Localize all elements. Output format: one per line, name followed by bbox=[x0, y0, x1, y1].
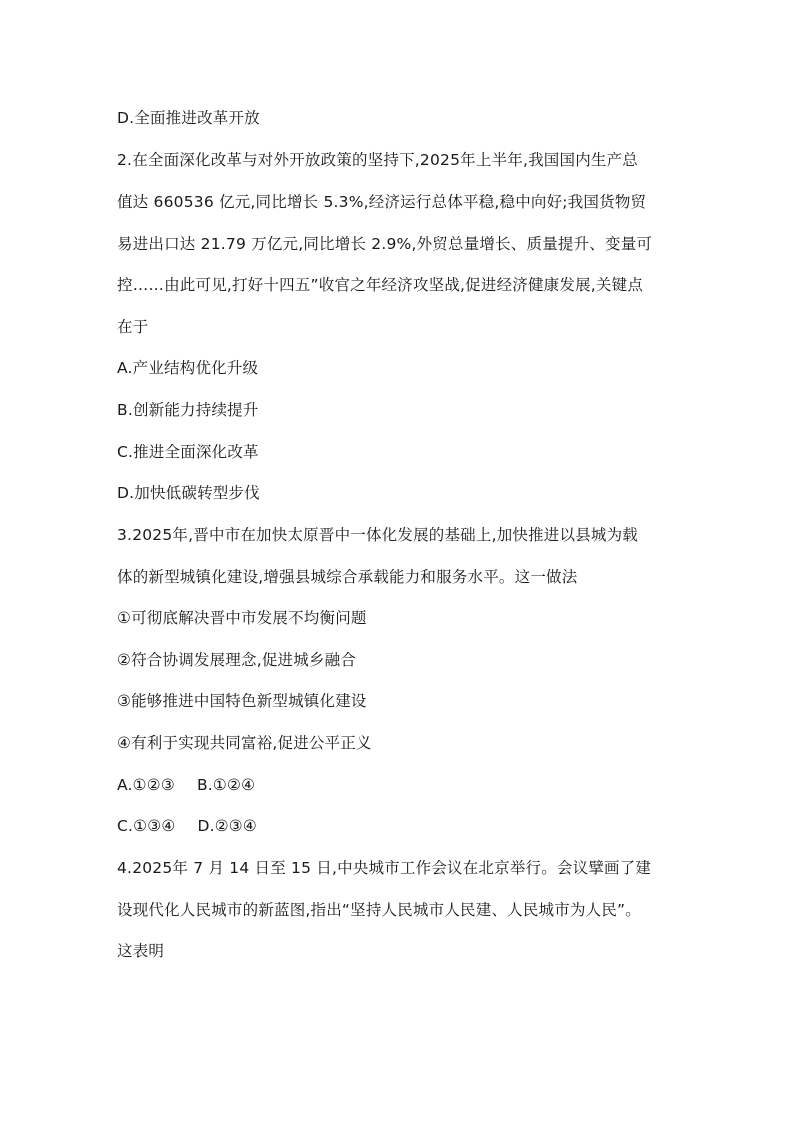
q2-stem-line-1: 2.在全面深化改革与对外开放政策的坚持下,2025年上半年,我国国内生产总 bbox=[117, 151, 638, 169]
q3-option-a: A.①②③ bbox=[117, 776, 175, 794]
q4-stem-line-1: 4.2025年 7 月 14 日至 15 日,中央城市工作会议在北京举行。会议擘画了建 bbox=[117, 859, 652, 877]
q2-option-b: B.创新能力持续提升 bbox=[117, 401, 259, 419]
q2-stem-line-3: 易进出口达 21.79 万亿元,同比增长 2.9%,外贸总量增长、质量提升、变量可 bbox=[117, 235, 653, 253]
q1-option-d: D.全面推进改革开放 bbox=[117, 109, 260, 127]
q4-stem-line-2: 设现代化人民城市的新蓝图,指出“坚持人民城市人民建、人民城市为人民”。 bbox=[117, 901, 641, 919]
q3-options-row-2 bbox=[117, 815, 257, 837]
q2-stem-line-5: 在于 bbox=[117, 318, 149, 336]
q2-option-c: C.推进全面深化改革 bbox=[117, 443, 259, 461]
q3-stem-line-1: 3.2025年,晋中市在加快太原晋中一体化发展的基础上,加快推进以县城为载 bbox=[117, 526, 638, 544]
q2-stem-line-4: 控……由此可见,打好十四五”收官之年经济攻坚战,促进经济健康发展,关键点 bbox=[117, 276, 644, 294]
q3-statement-4: ④有利于实现共同富裕,促进公平正义 bbox=[117, 734, 372, 752]
q3-stem-line-2: 体的新型城镇化建设,增强县城综合承载能力和服务水平。这一做法 bbox=[117, 568, 578, 586]
q4-stem-line-3: 这表明 bbox=[117, 942, 165, 960]
q3-options-row-1 bbox=[117, 774, 255, 796]
q3-option-d: D.②③④ bbox=[197, 817, 257, 835]
q3-statement-2: ②符合协调发展理念,促进城乡融合 bbox=[117, 651, 357, 669]
q2-option-d: D.加快低碳转型步伐 bbox=[117, 484, 260, 502]
q2-stem-line-2: 值达 660536 亿元,同比增长 5.3%,经济运行总体平稳,稳中向好;我国货物贸 bbox=[117, 193, 647, 211]
q3-option-c: C.①③④ bbox=[117, 817, 176, 835]
q2-option-a: A.产业结构优化升级 bbox=[117, 359, 259, 377]
q3-statement-3: ③能够推进中国特色新型城镇化建设 bbox=[117, 692, 367, 710]
q3-statement-1: ①可彻底解决晋中市发展不均衡问题 bbox=[117, 609, 367, 627]
q3-option-b: B.①②④ bbox=[196, 776, 256, 794]
